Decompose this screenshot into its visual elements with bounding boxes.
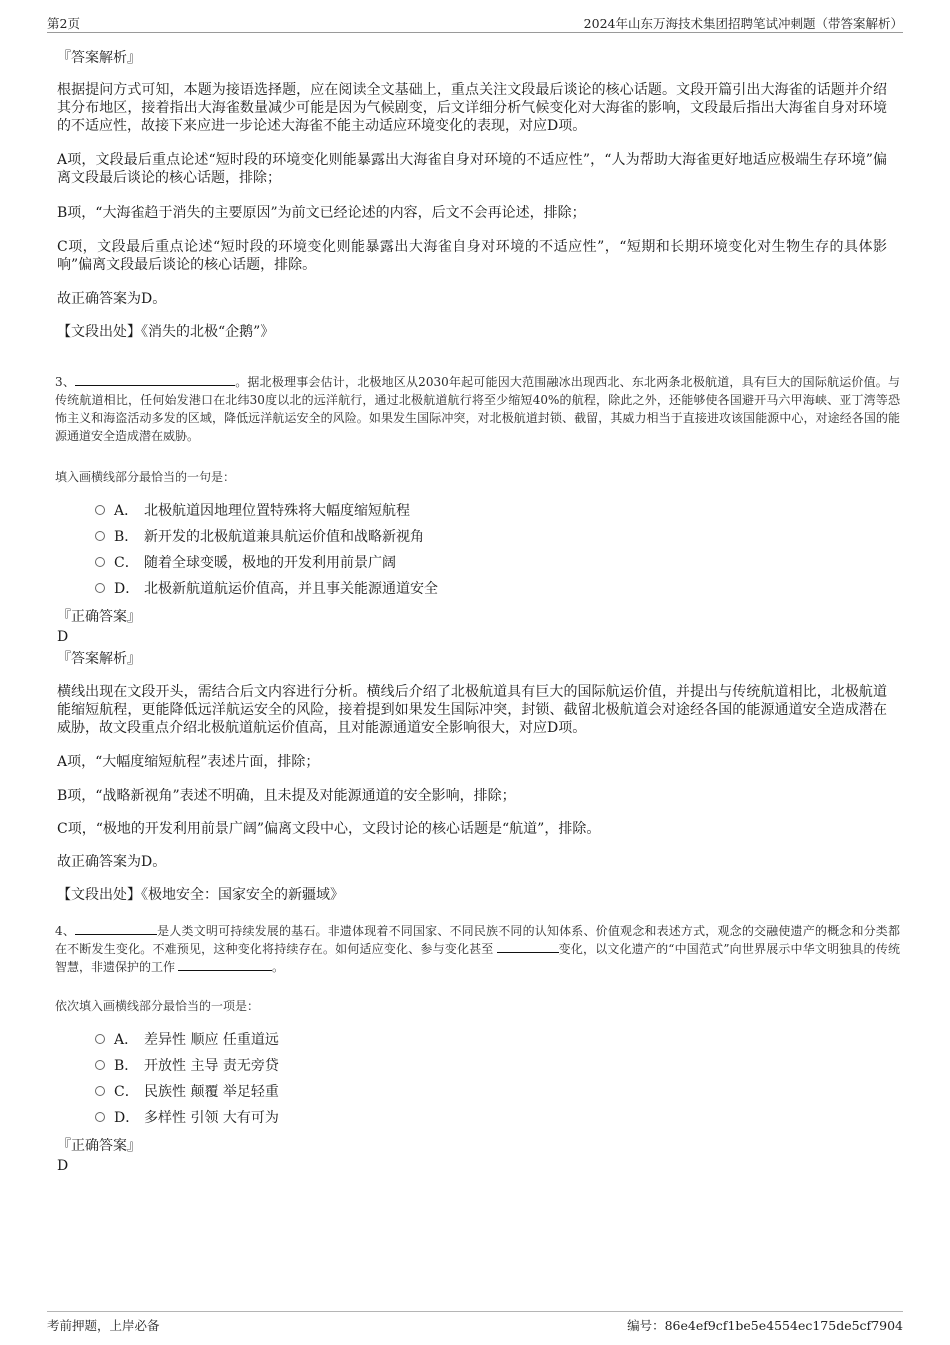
q3-stem-text: 。据北极理事会估计，北极地区从2030年起可能因大范围融冰出现西北、东北两条北极航道，具有巨大的国际航运价值。与传统航道相比，任何始发港口在北纬30度以北的远洋航行，通过北极航道航行将至少缩短40%的航程，除此之外，还能够使各国避开马六甲海峡、亚丁湾等恐怖主义和海盗活动多发的区域，降低远洋航运安全的风险。如果发生国际冲突，对北极航道封锁、截留，其威力相当于直接进攻该国能源中心，对途经各国的能源通道安全造成潜在威胁。: [55, 375, 900, 443]
page-footer: [47, 1311, 903, 1334]
radio-icon[interactable]: [95, 1112, 105, 1122]
page-header: [47, 12, 903, 33]
q2-option-a-analysis: A项，文段最后重点论述“短时段的环境变化则能暴露出大海雀自身对环境的不适应性”，“人为帮助大海雀更好地适应极端生存环境”偏离文段最后谈论的核心话题，排除；: [57, 152, 887, 186]
radio-icon[interactable]: [95, 583, 105, 593]
q3-source: 【文段出处】《极地安全：国家安全的新疆域》: [57, 887, 344, 903]
q3-option-c[interactable]: C． 随着全球变暖，极地的开发利用前景广阔: [95, 553, 396, 573]
q2-source: 【文段出处】《消失的北极“企鹅”》: [57, 324, 275, 340]
q3-conclusion: 故正确答案为D。: [57, 854, 167, 870]
q4-option-c[interactable]: C． 民族性 颠覆 举足轻重: [95, 1082, 279, 1102]
radio-icon[interactable]: [95, 505, 105, 515]
q3-blank: [75, 373, 235, 386]
q2-analysis-title: 『答案解析』: [57, 50, 141, 66]
footer-slogan: 考前押题，上岸必备: [47, 1318, 160, 1333]
radio-icon[interactable]: [95, 557, 105, 567]
q3-analysis-title: 『答案解析』: [57, 651, 141, 667]
document-title: 2024年山东万海技术集团招聘笔试冲刺题（带答案解析）: [583, 16, 903, 31]
q4-answer-title: 『正确答案』: [57, 1138, 141, 1154]
q4-answer: D: [57, 1158, 69, 1174]
radio-icon[interactable]: [95, 1086, 105, 1096]
q2-conclusion: 故正确答案为D。: [57, 291, 167, 307]
radio-icon[interactable]: [95, 531, 105, 541]
footer-doc-id: 编号：86e4ef9cf1be5e4554ec175de5cf7904: [627, 1318, 903, 1333]
q3-answer-title: 『正确答案』: [57, 609, 141, 625]
q3-option-a[interactable]: A． 北极航道因地理位置特殊将大幅度缩短航程: [95, 501, 410, 521]
q3-number: 3、: [55, 375, 76, 389]
q2-analysis-text: 根据提问方式可知，本题为接语选择题，应在阅读全文基础上，重点关注文段最后谈论的核心话题。文段开篇引出大海雀的话题并介绍其分布地区，接着指出大海雀数量减少可能是因为气候剧变，后文详细分析气候变化对大海雀的影响，文段最后指出大海雀自身对环境的不适应性，故接下来应进一步论述大海雀不能主动适应环境变化的表现，对应D项。: [57, 82, 887, 134]
q3-option-a-analysis: A项，“大幅度缩短航程”表述片面，排除；: [57, 754, 320, 770]
q3-option-c-analysis: C项，“极地的开发利用前景广阔”偏离文段中心，文段讨论的核心话题是“航道”，排除。: [57, 821, 601, 837]
q4-option-a[interactable]: A． 差异性 顺应 任重道远: [95, 1030, 279, 1050]
q4-blank-1: [75, 922, 157, 935]
q3-option-b-analysis: B项，“战略新视角”表述不明确，且未提及对能源通道的安全影响，排除；: [57, 788, 516, 804]
page-number: 第2页: [47, 16, 80, 31]
q4-prompt: 依次填入画横线部分最恰当的一项是：: [55, 999, 260, 1013]
q2-option-b-analysis: B项，“大海雀趋于消失的主要原因”为前文已经论述的内容，后文不会再论述，排除；: [57, 205, 586, 221]
q3-option-b[interactable]: B． 新开发的北极航道兼具航运价值和战略新视角: [95, 527, 424, 547]
q3-stem: [55, 373, 900, 445]
q4-option-d[interactable]: D． 多样性 引领 大有可为: [95, 1108, 279, 1128]
q4-blank-2: [497, 940, 559, 953]
q4-option-b[interactable]: B． 开放性 主导 责无旁贷: [95, 1056, 279, 1076]
q3-analysis-text: 横线出现在文段开头，需结合后文内容进行分析。横线后介绍了北极航道具有巨大的国际航运价值，并提出与传统航道相比，北极航道能缩短航程，更能降低远洋航运安全的风险，接着提到如果发生国际冲突，封锁、截留北极航道会对途经各国的能源通道安全造成潜在威胁，故文段重点介绍北极航道航运价值高，且对能源通道安全影响很大，对应D项。: [57, 684, 887, 736]
q3-prompt: 填入画横线部分最恰当的一句是：: [55, 470, 236, 484]
q2-option-c-analysis: C项，文段最后重点论述“短时段的环境变化则能暴露出大海雀自身对环境的不适应性”，“短期和长期环境变化对生物生存的具体影响”偏离文段最后谈论的核心话题，排除。: [57, 239, 887, 273]
radio-icon[interactable]: [95, 1060, 105, 1070]
q3-option-d[interactable]: D． 北极新航道航运价值高，并且事关能源通道安全: [95, 579, 438, 599]
q4-number: 4、: [55, 924, 75, 938]
q4-blank-3: [178, 958, 272, 971]
q3-answer: D: [57, 629, 69, 645]
q4-stem: 4、 是人类文明可持续发展的基石。非遗体现着不同国家、不同民族不同的认知体系、价值观念和表述方式，观念的交融使遗产的概念和分类都在不断发生变化。不难预见，这种变化将持续存在。如何适应变化、参与变化甚至 变化，以文化遗产的“中国范式”向世界展示中华文明独具的传统智慧，非遗保护的工作 。: [55, 924, 900, 974]
radio-icon[interactable]: [95, 1034, 105, 1044]
